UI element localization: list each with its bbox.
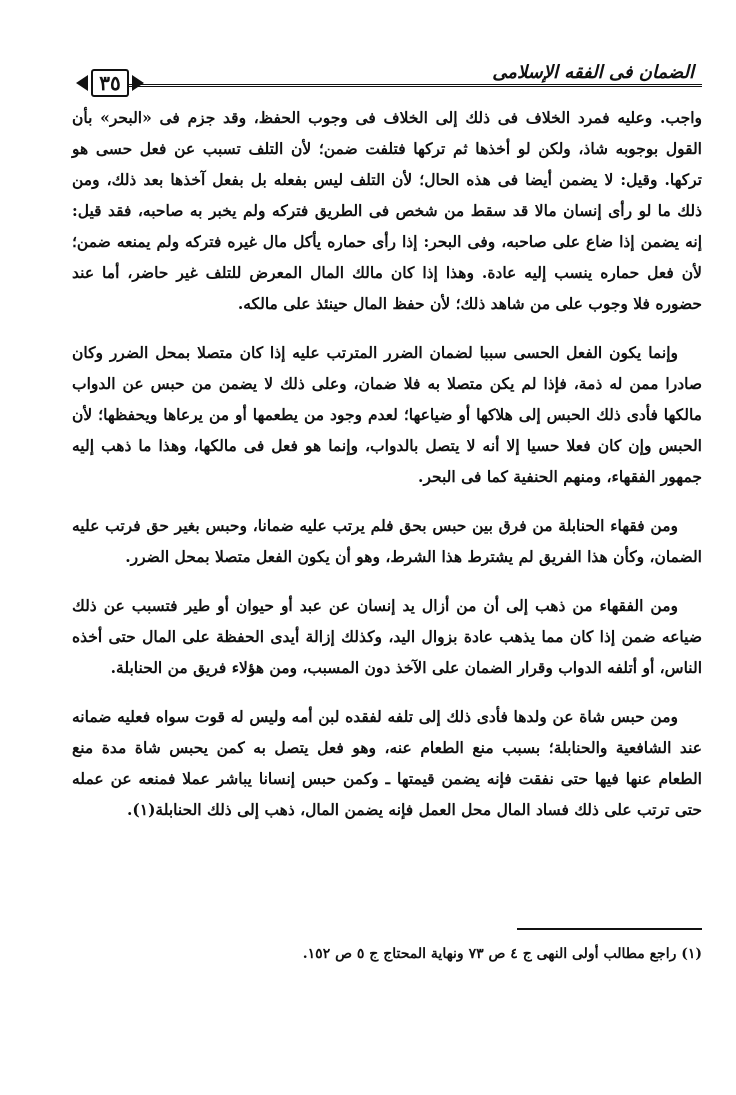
footnote-separator <box>517 928 702 930</box>
page-number-badge <box>80 68 140 98</box>
book-page <box>72 50 702 1070</box>
paragraph-2: وإنما يكون الفعل الحسى سببا لضمان الضرر المترتب عليه إذا كان متصلا بمحل الضرر وكان صادرا ممن له ذمة، فإذا لم يكن متصلا به فلا ضمان، وعلى ذلك لا يضمن من حبس عن الدواب مالكها فأدى ذلك الحبس إلى هلاكها أو ضياعها؛ لعدم وجود من يطعمها أو من يرعاها ويحفظها؛ لأن الحبس وإن كان فعلا حسيا إلا أنه لا يتصل بالدواب، وإنما هو فعل فى مالكها، وهذا ما ذهب إليه جمهور الفقهاء، ومنهم الحنفية كما فى البحر. <box>72 343 702 486</box>
badge-left-arrow-icon <box>76 75 88 91</box>
paragraph-5: ومن حبس شاة عن ولدها فأدى ذلك إلى تلفه لفقده لبن أمه وليس له قوت سواه فعليه ضمانه عند الشافعية والحنابلة؛ بسبب منع الطعام عنه، وهو فعل يتصل به كمن يحبس شاة مدة منع الطعام عنها فيها حتى نفقت فإنه يضمن قيمتها ـ وكمن حبس إنسانا يباشر عملا فمنعه عن عمله حتى ترتب على ذلك فساد المال محل العمل فإنه يضمن المال، ذهب إلى ذلك الحنابلة(١). <box>72 707 702 819</box>
paragraph-3: ومن فقهاء الحنابلة من فرق بين حبس بحق فلم يرتب عليه ضمانا، وحبس بغير حق فرتب عليه الضمان، وكأن هذا الفريق لم يشترط هذا الشرط، وهو أن يكون الفعل متصلا بمحل الضرر. <box>72 516 702 566</box>
body-text <box>72 102 702 843</box>
header-title: الضمان فى الفقه الإسلامى <box>484 62 694 83</box>
running-header <box>72 60 702 100</box>
page-number: ٣٥ <box>91 69 128 97</box>
paragraph-1: واجب. وعليه فمرد الخلاف فى ذلك إلى الخلاف فى وجوب الحفظ، وقد جزم فى «البحر» بأن القول بوجوبه شاذ، ولكن لو أخذها ثم تركها فتلفت ضمن؛ لأن التلف تسبب عن فعل حسى هو تركها. وقيل: لا يضمن أيضا فى هذه الحال؛ لأن التلف ليس بفعله بل بفعل آخذها بعد ذلك، ومن ذلك ما لو رأى إنسان مالا قد سقط من شخص فى الطريق فتركه ولم يخبر به صاحبه، فقد قيل: إنه يضمن إذا ضاع على صاحبه، وفى البحر: إذا رأى حماره يأكل مال غيره فتركه ولم يمنعه ضمن؛ لأن فعل حماره ينسب إليه عادة. وهذا إذا كان مالك المال المعرض للتلف غير حاضر، أما عند حضوره فلا وجوب على من شاهد ذلك؛ لأن حفظ المال حينئذ على مالكه. <box>72 108 702 313</box>
header-rule <box>112 84 702 87</box>
paragraph-4: ومن الفقهاء من ذهب إلى أن من أزال يد إنسان عن عبد أو حيوان أو طير فتسبب عن ذلك ضياعه ضمن إذا كان مما يذهب عادة بزوال اليد، وكذلك إزالة أيدى الحفظة على المال حتى أخذه الناس، أو أتلفه الدواب وقرار الضمان على الآخذ دون المسبب، ومن هؤلاء فريق من الحنابلة. <box>72 596 702 677</box>
footnote: (١) راجع مطالب أولى النهى ج ٤ ص ٧٣ ونهاية المحتاج ج ٥ ص ١٥٢. <box>302 946 702 962</box>
badge-right-arrow-icon <box>132 75 144 91</box>
